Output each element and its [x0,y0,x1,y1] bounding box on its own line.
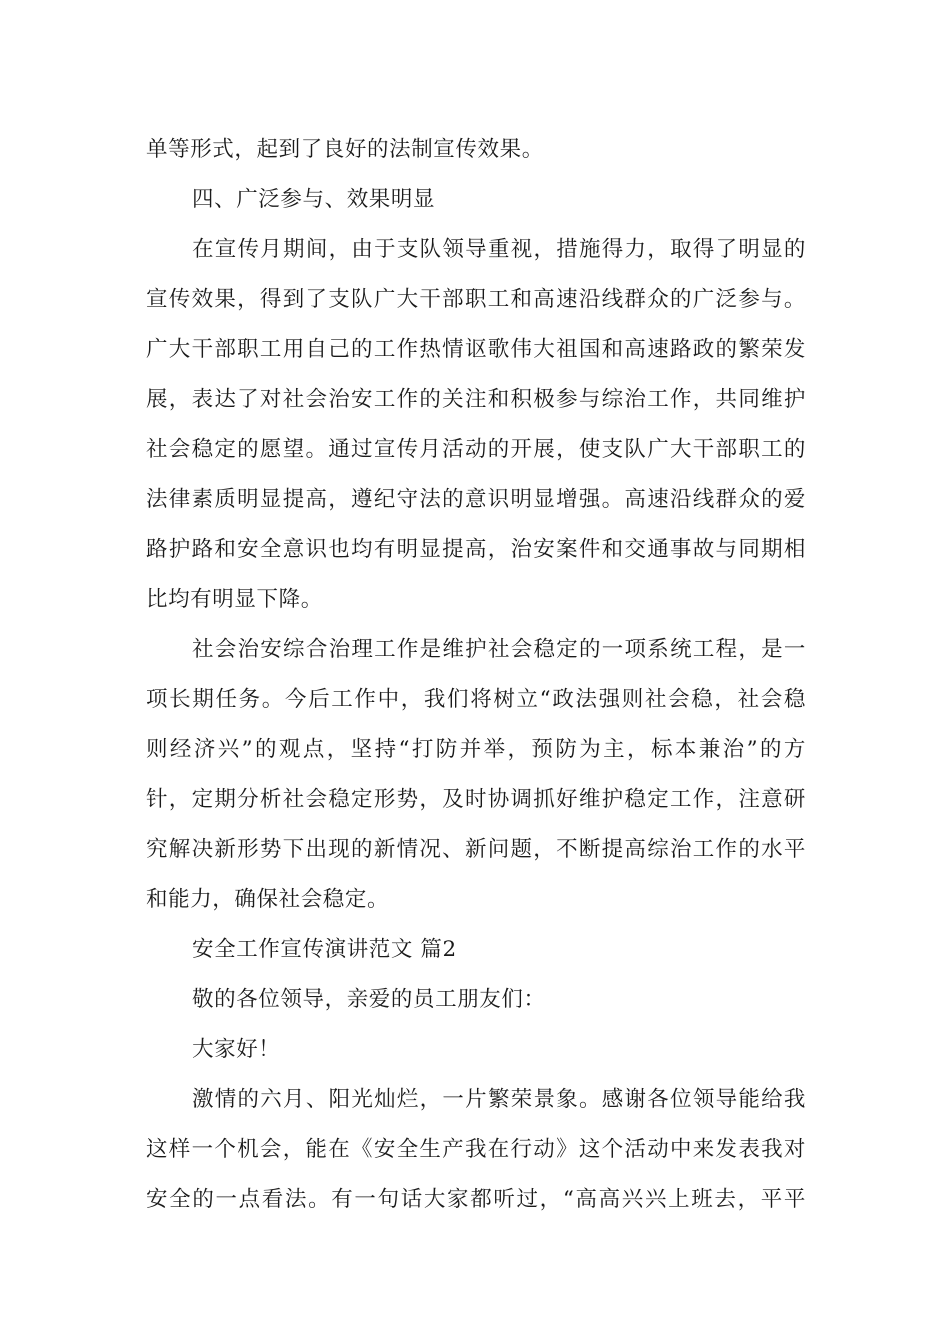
text-line-9: 路护路和安全意识也均有明显提高，治安案件和交通事故与同期相 [146,537,806,562]
text-line-6: 展，表达了对社会治安工作的关注和积极参与综治工作，共同维护 [146,387,806,412]
text-line-4: 宣传效果，得到了支队广大干部职工和高速沿线群众的广泛参与。 [146,287,806,312]
text-line-7: 社会稳定的愿望。通过宣传月活动的开展，使支队广大干部职工的 [146,437,806,462]
section-heading: 四、广泛参与、效果明显 [192,187,436,212]
salutation: 敬的各位领导，亲爱的员工朋友们： [192,987,546,1012]
text-line-3: 在宣传月期间，由于支队领导重视，措施得力，取得了明显的 [192,237,806,262]
text-line-10: 比均有明显下降。 [146,587,323,612]
text-line-1: 单等形式，起到了良好的法制宣传效果。 [146,137,544,162]
text-line-20: 激情的六月、阳光灿烂，一片繁荣景象。感谢各位领导能给我 [192,1087,806,1112]
text-line-5: 广大干部职工用自己的工作热情讴歌伟大祖国和高速路政的繁荣发 [146,337,806,362]
text-line-13: 则经济兴”的观点，坚持“打防并举，预防为主，标本兼治”的方 [146,737,806,762]
text-line-22: 安全的一点看法。有一句话大家都听过，“高高兴兴上班去，平平 [146,1187,806,1212]
text-line-11: 社会治安综合治理工作是维护社会稳定的一项系统工程，是一 [192,637,806,662]
text-line-12: 项长期任务。今后工作中，我们将树立“政法强则社会稳，社会稳 [146,687,806,712]
text-line-14: 针，定期分析社会稳定形势，及时协调抓好维护稳定工作，注意研 [146,787,806,812]
text-line-15: 究解决新形势下出现的新情况、新问题，不断提高综治工作的水平 [146,837,806,862]
text-line-16: 和能力，确保社会稳定。 [146,887,390,912]
text-line-8: 法律素质明显提高，遵纪守法的意识明显增强。高速沿线群众的爱 [146,487,806,512]
text-line-21: 这样一个机会，能在《安全生产我在行动》这个活动中来发表我对 [146,1137,806,1162]
article-title: 安全工作宣传演讲范文 篇2 [192,937,457,962]
greeting: 大家好！ [192,1037,281,1062]
